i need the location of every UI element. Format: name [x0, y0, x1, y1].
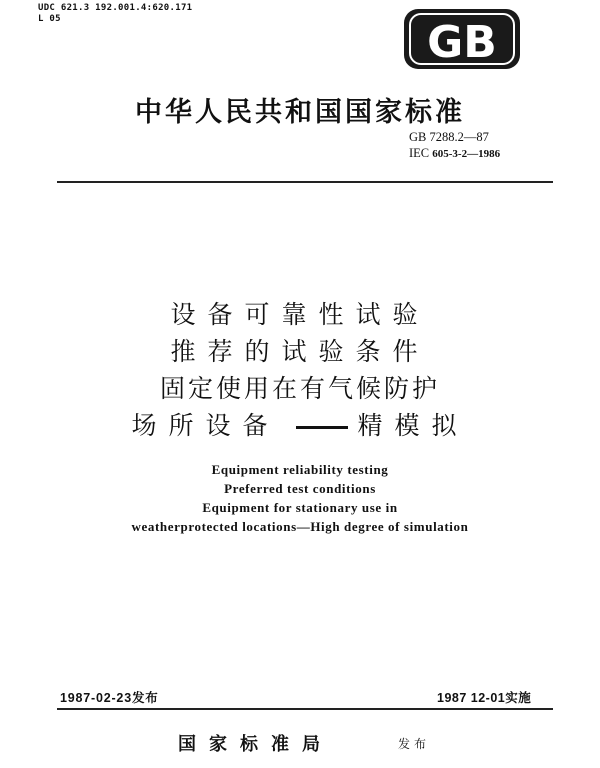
chinese-title-line-2: 推荐的试验条件: [170, 337, 430, 366]
english-title-line-2: Preferred test conditions: [224, 481, 376, 496]
chinese-title: [0, 296, 600, 444]
publisher-suffix: 发布: [398, 737, 431, 751]
english-title-line-4: weatherprotected locations—High degree of simulation: [131, 519, 469, 534]
chinese-title-line-4: [0, 407, 600, 444]
bottom-divider: [57, 708, 553, 710]
chinese-title-line-4-part-2: 精模拟: [357, 411, 469, 440]
english-title-line-3: Equipment for stationary use in: [202, 500, 398, 515]
iec-standard-number: [409, 145, 500, 162]
effective-date: 1987 12-01实施: [437, 691, 532, 705]
standard-title: 中华人民共和国国家标准: [135, 97, 465, 128]
chinese-title-line-4-part-1: 场所设备: [131, 411, 280, 440]
standard-codes: [409, 129, 500, 162]
em-dash-rule: [296, 426, 348, 429]
publisher-name: 国家标准局: [178, 734, 333, 755]
gb-standard-number: GB 7288.2—87: [409, 130, 489, 144]
chinese-title-line-3: 固定使用在有气候防护: [159, 374, 440, 403]
udc-block: [38, 3, 192, 25]
gb-logo-text: GB: [427, 17, 497, 68]
gb-logo: [402, 6, 522, 72]
top-divider: [57, 181, 553, 183]
gb-logo-icon: [402, 6, 522, 72]
english-title-line-1: Equipment reliability testing: [211, 462, 389, 477]
iec-number: 605-3-2—1986: [432, 148, 501, 160]
udc-code: UDC 621.3 192.001.4:620.171: [38, 3, 193, 13]
classification-code: L 05: [38, 14, 61, 24]
chinese-title-line-1: 设备可靠性试验: [170, 300, 430, 329]
issue-date: 1987-02-23发布: [60, 691, 159, 705]
english-title: [0, 460, 600, 536]
iec-prefix: IEC: [409, 146, 430, 160]
